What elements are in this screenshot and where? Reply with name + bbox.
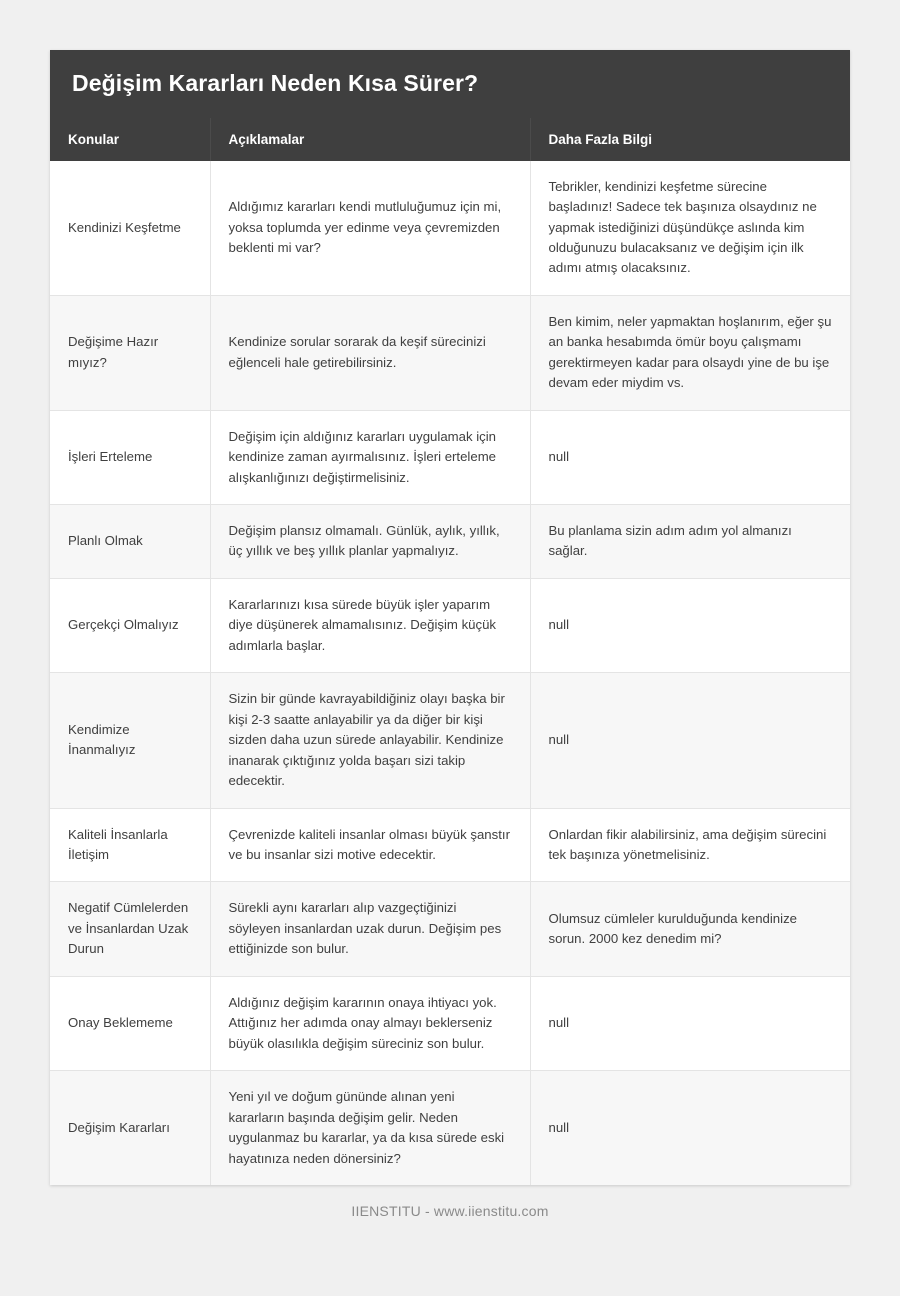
cell-topic: Negatif Cümlelerden ve İnsanlardan Uzak Durun: [50, 882, 210, 976]
table-row: [50, 673, 850, 808]
page-title: Değişim Kararları Neden Kısa Sürer?: [72, 70, 479, 96]
cell-more-info: null: [530, 1071, 850, 1185]
cell-topic: İşleri Erteleme: [50, 410, 210, 504]
table-body: [50, 161, 850, 1185]
table-row: [50, 882, 850, 976]
cell-more-info: Olumsuz cümleler kurulduğunda kendinize sorun. 2000 kez denedim mi?: [530, 882, 850, 976]
table-row: [50, 578, 850, 672]
cell-description: Değişim plansız olmamalı. Günlük, aylık, yıllık, üç yıllık ve beş yıllık planlar yapmalıyız.: [210, 505, 530, 579]
infographic-card: [50, 50, 850, 1185]
column-header-daha-fazla-bilgi: Daha Fazla Bilgi: [530, 118, 850, 161]
table-header-row: [50, 118, 850, 161]
footer-attribution: IIENSTITU - www.iienstitu.com: [351, 1203, 549, 1219]
cell-topic: Gerçekçi Olmalıyız: [50, 578, 210, 672]
cell-more-info: null: [530, 578, 850, 672]
cell-topic: Değişime Hazır mıyız?: [50, 295, 210, 410]
cell-description: Değişim için aldığınız kararları uygulamak için kendinize zaman ayırmalısınız. İşleri erteleme alışkanlığınızı değiştirmelisiniz.: [210, 410, 530, 504]
cell-topic: Değişim Kararları: [50, 1071, 210, 1185]
cell-description: Yeni yıl ve doğum gününde alınan yeni kararların başında değişim gelir. Neden uygulanmaz bu kararlar, ya da kısa sürede eski hayatınıza neden dönersiniz?: [210, 1071, 530, 1185]
table-row: [50, 1071, 850, 1185]
column-header-konular: Konular: [50, 118, 210, 161]
cell-topic: Kaliteli İnsanlarla İletişim: [50, 808, 210, 882]
cell-more-info: Ben kimim, neler yapmaktan hoşlanırım, eğer şu an banka hesabımda ömür boyu çalışmamı gerektirmeyen kadar para olsaydı yine de bu işe devam eder miydim vs.: [530, 295, 850, 410]
cell-more-info: null: [530, 976, 850, 1070]
table-row: [50, 505, 850, 579]
cell-more-info: Bu planlama sizin adım adım yol almanızı sağlar.: [530, 505, 850, 579]
cell-topic: Kendinizi Keşfetme: [50, 161, 210, 296]
cell-more-info: null: [530, 410, 850, 504]
table-row: [50, 808, 850, 882]
cell-topic: Planlı Olmak: [50, 505, 210, 579]
cell-more-info: Onlardan fikir alabilirsiniz, ama değişim sürecini tek başınıza yönetmelisiniz.: [530, 808, 850, 882]
table-row: [50, 410, 850, 504]
cell-description: Çevrenizde kaliteli insanlar olması büyük şanstır ve bu insanlar sizi motive edecektir.: [210, 808, 530, 882]
table-row: [50, 161, 850, 296]
cell-more-info: Tebrikler, kendinizi keşfetme sürecine başladınız! Sadece tek başınıza olsaydınız ne yapmak istediğinizi düşündükçe aslında kim olduğunuzu bulacaksanız ve değişim için ilk adımı atmış olacaksınız.: [530, 161, 850, 296]
column-header-aciklamalar: Açıklamalar: [210, 118, 530, 161]
cell-description: Aldığımız kararları kendi mutluluğumuz için mi, yoksa toplumda yer edinme veya çevremizden beklenti mi var?: [210, 161, 530, 296]
table-row: [50, 295, 850, 410]
table-header: [50, 118, 850, 161]
cell-description: Sürekli aynı kararları alıp vazgeçtiğinizi söyleyen insanlardan uzak durun. Değişim pes ettiğinizde son bulur.: [210, 882, 530, 976]
cell-description: Kararlarınızı kısa sürede büyük işler yaparım diye düşünerek almamalısınız. Değişim küçük adımlarla başlar.: [210, 578, 530, 672]
cell-description: Sizin bir günde kavrayabildiğiniz olayı başka bir kişi 2-3 saatte anlayabilir ya da diğer bir kişi sizden daha uzun sürede anlayabilir. Kendinize inanarak çıktığınız yolda başarı sizi takip edecektir.: [210, 673, 530, 808]
cell-description: Aldığınız değişim kararının onaya ihtiyacı yok. Attığınız her adımda onay almayı beklerseniz büyük olasılıkla değişim süreciniz son bulur.: [210, 976, 530, 1070]
topics-table: [50, 118, 850, 1185]
title-bar: [50, 50, 850, 118]
cell-topic: Onay Beklememe: [50, 976, 210, 1070]
cell-more-info: null: [530, 673, 850, 808]
table-row: [50, 976, 850, 1070]
cell-description: Kendinize sorular sorarak da keşif sürecinizi eğlenceli hale getirebilirsiniz.: [210, 295, 530, 410]
cell-topic: Kendimize İnanmalıyız: [50, 673, 210, 808]
